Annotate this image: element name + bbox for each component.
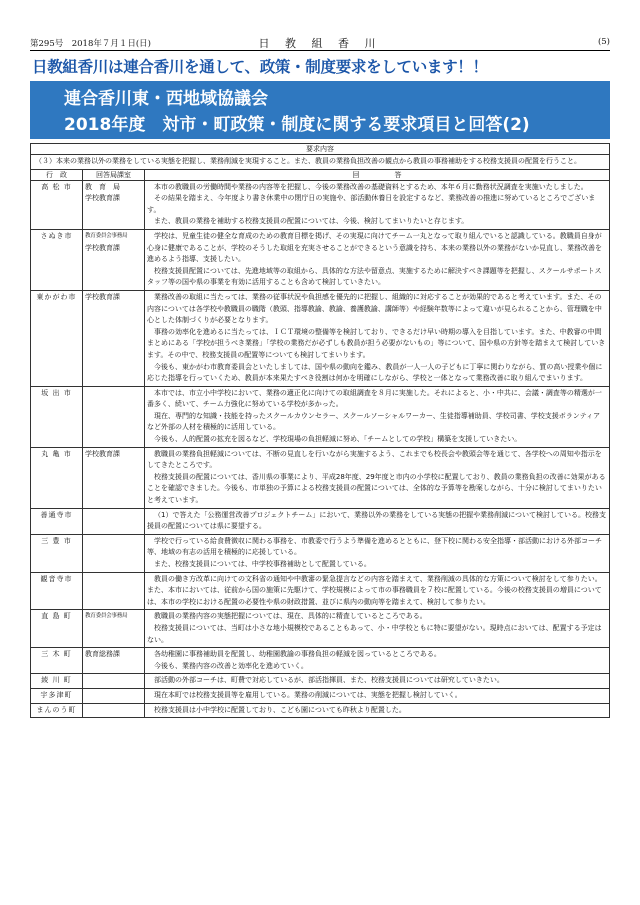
table-row [31, 688, 610, 703]
row-answer [145, 534, 610, 572]
answer-paragraph: 事務の効率化を進めるに当たっては、ＩＣＴ環境の整備等を検討しており、できるだけ早い時期の導入を目指しています。また、中教審の中間まとめにある「学校が担うべき業務」「学校の業務だが必ずしも教員が担う必要がないもの」等について、国や県の方針等を踏まえて検討していきます。その中で、校務支援員の配置等についても検討してまいります。 [147, 327, 606, 359]
row-answer [145, 180, 610, 229]
row-department [83, 534, 145, 572]
answer-paragraph: 教職員の業務内容の実態把握については、現在、具体的に精査しているところである。 [154, 612, 427, 621]
row-municipality: 坂 出 市 [31, 386, 83, 447]
issue-date: 第295号 2018年７月１日(日) [30, 39, 151, 49]
department-line: 教育委員会事務局 [85, 613, 128, 620]
col-header-dept: 回答局課室 [83, 169, 145, 180]
table-row [31, 610, 610, 648]
row-department [83, 229, 145, 290]
newspaper-header [30, 36, 610, 51]
row-department [83, 703, 145, 718]
department-line: 教育総務課 [85, 650, 120, 659]
row-municipality: 三 豊 市 [31, 534, 83, 572]
row-department [83, 648, 145, 674]
request-answer-table [30, 143, 610, 718]
row-municipality: 宇多津町 [31, 688, 83, 703]
row-department [83, 688, 145, 703]
answer-paragraph: 教員の働き方改革に向けての文科省の通知や中教審の緊急提言などの内容を踏まえて、業務削減の具体的な方策について検討をして参りたい。また、本市においては、従前から国の施策に先駆けて、学校規模によって市の事務職員を７校に配置している。今後の校務支援員の増員については、本市の学校における配置の必要性や県の財政措置、並びに県内の動向等を踏まえて、検討して参りたい。 [147, 574, 602, 606]
answer-paragraph: 現在本町では校務支援員等を雇用している。業務の削減については、実態を把握し検討していく。 [154, 690, 462, 699]
headline: 日教組香川は連合香川を通して、政策・制度要求をしています！！ [32, 58, 488, 76]
row-answer [145, 703, 610, 718]
department-line: 学校教育課 [85, 243, 120, 252]
answer-paragraph: 校務支援員の配置については、香川県の事業により、平成28年度、29年度と市内の小学校に配置しており、教員の業務負担の改善に効果があることを確認できました。今後も、市単独の予算による校務支援員の配置については、全体的な予算等を勘案しながら、十分に検討してまいりたいと考えています。 [147, 472, 606, 505]
page-number: (5) [597, 37, 610, 47]
banner-title-line1: 連合香川東・西地域協議会 [64, 89, 268, 109]
request-header-row [31, 144, 610, 155]
department-line: 学校教育課 [85, 194, 120, 203]
row-municipality: 善通寺市 [31, 508, 83, 534]
table-row [31, 674, 610, 689]
department-line: 学校教育課 [85, 449, 120, 458]
answer-paragraph: 業務改善の取組に当たっては、業務の従事状況や負担感を優先的に把握し、組織的に対応することが効果的であると考えています。また、その内容については各学校や教職員の職階（教頭、指導教諭、教諭、養護教諭、講師等）や経験年数等によって違いが見られることから、管理職を中心とした体制づくりが必要となります。 [147, 292, 602, 325]
table-row [31, 447, 610, 508]
answer-paragraph: 今後も、東かがわ市教育委員会といたしましては、国や県の動向を鑑み、教員が一人一人の子どもに丁寧に関わりながら、質の高い授業や個に応じた指導を行っていくため、教員が本来果たすべき役割は何かを明確にしながら、学校と一体となって業務改善に取り組んでまいります。 [147, 362, 603, 383]
row-municipality: 綾 川 町 [31, 674, 83, 689]
answer-paragraph: 学校は、児童生徒の健全な育成のための教育目標を掲げ、その実現に向けてチーム一丸となって取り組んでいると認識している。教職員自身が心身に健康であることが、学校のそうした取組を充実させることができるという意識を持ち、本来の業務以外の業務がないか見直し、業務改善を進めるよう指導、支援したい。 [147, 231, 602, 264]
answer-paragraph: 校務支援員は小中学校に配置しており、こども園についても昨秋より配置した。 [154, 705, 406, 714]
table-row [31, 648, 610, 674]
column-header-row [31, 169, 610, 180]
answer-paragraph: 本市の教職員の労働時間や業務の内容等を把握し、今後の業務改善の基礎資料とするため、本年６月に勤務状況調査を実施いたしました。 [154, 182, 588, 191]
row-department [83, 447, 145, 508]
table-row [31, 572, 610, 610]
table-row [31, 229, 610, 290]
row-answer [145, 290, 610, 386]
table-row [31, 508, 610, 534]
row-municipality: 三 木 町 [31, 648, 83, 674]
row-municipality: 高 松 市 [31, 180, 83, 229]
row-department [83, 610, 145, 648]
col-header-answer: 回 答 [145, 169, 610, 180]
row-answer [145, 386, 610, 447]
request-content-row [31, 155, 610, 170]
row-answer [145, 508, 610, 534]
answer-paragraph: 現在、専門的な知識・技能を持ったスクールカウンセラー、スクールソーシャルワーカー、生徒指導補助員、学校司書、学校支援ボランティアなど外部の人材を積極的に活用している。 [147, 411, 601, 432]
row-answer [145, 674, 610, 689]
department-line: 学校教育課 [85, 292, 120, 301]
answer-paragraph: 教職員の業務負担軽減については、不断の見直しを行いながら実施するよう、これまでも校長会や教頭会等を通じて、各学校への周知や指示をしてきたところです。 [147, 449, 602, 470]
table-row [31, 386, 610, 447]
row-department [83, 508, 145, 534]
answer-paragraph: その結果を踏まえ、今年度より書き休業中の閉庁日の実施や、部活動休養日を設定するなど、業務改善の推進に努めているところでございます。 [147, 194, 596, 214]
article-banner [30, 81, 610, 139]
answer-paragraph: 校務支援員については、当町は小さな地小規模校であることもあって、小・中学校ともに特に要望がない。現時点においては、配置する予定はない。 [147, 623, 602, 644]
row-answer [145, 648, 610, 674]
table-row [31, 290, 610, 386]
row-answer [145, 688, 610, 703]
row-department [83, 290, 145, 386]
row-answer [145, 447, 610, 508]
row-department [83, 572, 145, 610]
answer-paragraph: 各幼稚園に事務補助員を配置し、幼稚園教諭の事務負担の軽減を図っているところである。 [154, 650, 441, 659]
col-header-gov: 行 政 [31, 169, 83, 180]
banner-title-line2: 2018年度 対市・町政策・制度に関する要求項目と回答(2) [64, 115, 530, 135]
answer-paragraph: （1）で答えた「公務運営改善プロジェクトチーム」において、業務以外の業務をしている実態の把握や業務削減について検討している。校務支援員の配置については県に要望する。 [147, 510, 607, 531]
answer-paragraph: 学校で行っている給食費徴収に関わる事務を、市教委で行うよう準備を進めるとともに、登下校に関わる安全指導・部活動における外部コーチ等、地域の有志の活用を積極的に応援している。 [147, 536, 602, 557]
answer-paragraph: 校務支援員配置については、先進地域等の取組から、具体的な方法や留意点、実施するために解決すべき課題等を把握し、スクールサポートスタッフ等の国や県の事業を有効に活用することも含めて検討していきたい。 [147, 266, 602, 287]
newspaper-title: 日 教 組 香 川 [258, 37, 382, 50]
row-answer [145, 229, 610, 290]
answer-paragraph: 本市では、市立小中学校において、業務の適正化に向けての取組調査を８月に実施した。それによると、小・中共に、会議・調査等の精選が一番多く、続いて、チーム力強化に努めている学校が多かった。 [147, 388, 602, 409]
answer-paragraph: 今後も、業務内容の改善と効率化を進めていく。 [154, 661, 308, 670]
row-municipality: 観音寺市 [31, 572, 83, 610]
request-text: （３）本来の業務以外の業務をしている実態を把握し、業務削減を実現すること。また、教員の業務負担改善の観点から教員の事務補助をする校務支援員の配置を行うこと。 [31, 155, 610, 170]
row-answer [145, 572, 610, 610]
answer-paragraph: 部活動の外部コーチは、町費で対応しているが、部活指揮員、また、校務支援員については研究していきたい。 [154, 676, 504, 685]
row-municipality: さぬき市 [31, 229, 83, 290]
request-header: 要求内容 [31, 144, 610, 155]
row-municipality: まんのう町 [31, 703, 83, 718]
row-department [83, 386, 145, 447]
department-line: 教 育 局 [85, 182, 120, 191]
table-row [31, 703, 610, 718]
answer-paragraph: また、校務支援員については、中学校事務補助として配置している。 [154, 560, 371, 568]
row-department [83, 180, 145, 229]
row-municipality: 東かがわ市 [31, 290, 83, 386]
answer-paragraph: 今後も、人的配置の拡充を図るなど、学校現場の負担軽減に努め、「チームとしての学校」構築を支援していきたい。 [154, 435, 522, 444]
row-municipality: 丸 亀 市 [31, 447, 83, 508]
table-row [31, 180, 610, 229]
table-row [31, 534, 610, 572]
department-line: 教育委員会事務局 [85, 232, 128, 239]
row-municipality: 直 島 町 [31, 610, 83, 648]
row-department [83, 674, 145, 689]
answer-paragraph: また、教員の業務を補助する校務支援員の配置については、今後、検討してまいりたいと存じます。 [154, 217, 469, 226]
row-answer [145, 610, 610, 648]
